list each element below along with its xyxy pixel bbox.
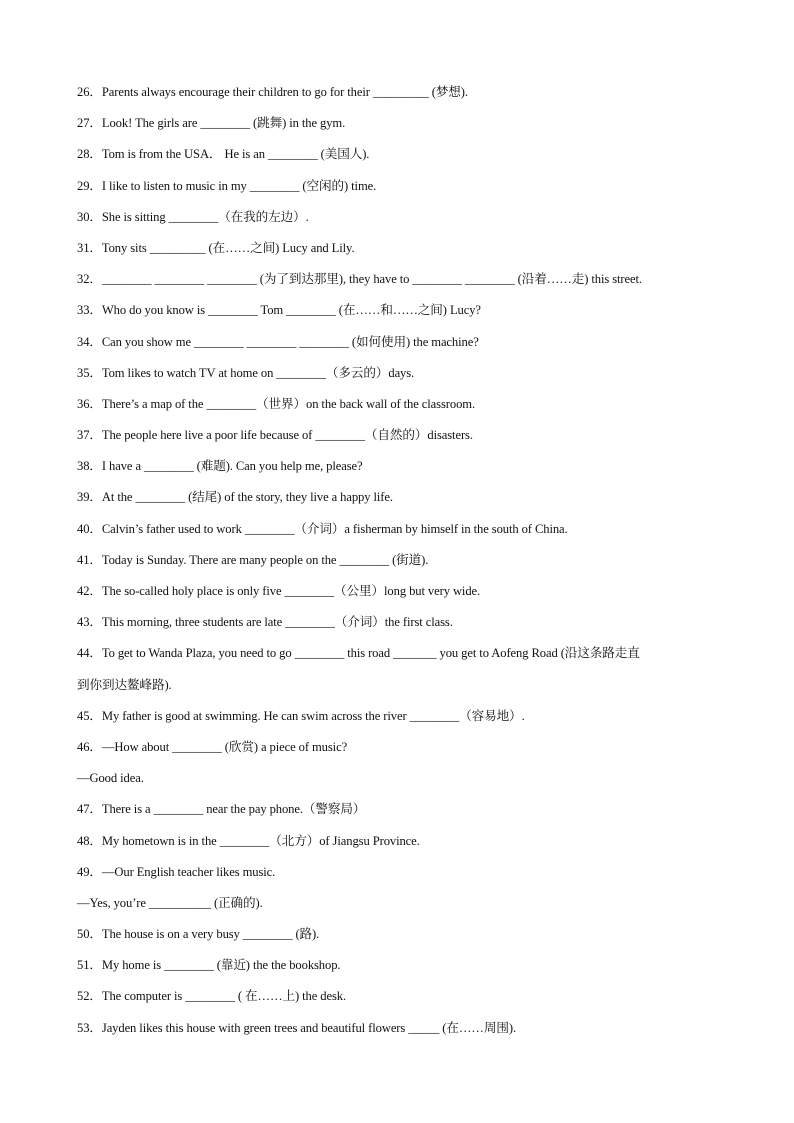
question-list (77, 82, 727, 1049)
question-30: 30．She is sitting ________（在我的左边）. (77, 209, 309, 224)
question-50: 50．The house is on a very busy ________ (路). (77, 927, 320, 942)
question-53: 53．Jayden likes this house with green trees and beautiful flowers _____ (在……周围). (77, 1020, 516, 1035)
question-52: 52．The computer is ________ ( 在……上) the desk. (77, 989, 347, 1004)
question-46-reply: —Good idea. (77, 771, 144, 786)
question-39: 39．At the ________ (结尾) of the story, they live a happy life. (77, 490, 393, 505)
question-37: 37．The people here live a poor life because of ________（自然的）disasters. (77, 428, 473, 443)
question-28: 28．Tom is from the USA． He is an ________ (美国人). (77, 147, 370, 162)
question-34: 34．Can you show me ________ ________ ________ (如何使用) the machine? (77, 334, 479, 349)
question-49: 49．—Our English teacher likes music. (77, 864, 276, 879)
question-47: 47．There is a ________ near the pay phone.（警察局） (77, 802, 366, 817)
question-29: 29．I like to listen to music in my ________ (空闲的) time. (77, 178, 377, 193)
question-32: 32．________ ________ ________ (为了到达那里), they have to ________ ________ (沿着……走) this street. (77, 272, 642, 287)
question-48: 48．My hometown is in the ________（北方）of Jiangsu Province. (77, 833, 420, 848)
question-44-continued: 到你到达鳌峰路). (77, 677, 172, 692)
question-26: 26．Parents always encourage their children to go for their _________ (梦想). (77, 85, 468, 99)
question-44: 44．To get to Wanda Plaza, you need to go ________ this road _______ you get to Aofeng Road (沿这条路走直 (77, 646, 640, 661)
question-27: 27．Look! The girls are ________ (跳舞) in the gym. (77, 116, 346, 131)
question-40: 40．Calvin’s father used to work ________（介词）a fisherman by himself in the south of China. (77, 521, 568, 536)
question-36: 36．There’s a map of the ________（世界）on the back wall of the classroom. (77, 396, 476, 411)
question-35: 35．Tom likes to watch TV at home on ________（多云的）days. (77, 365, 415, 380)
question-42: 42．The so-called holy place is only five ________（公里）long but very wide. (77, 584, 481, 598)
question-49-reply: —Yes, you’re __________ (正确的). (77, 895, 263, 910)
question-45: 45．My father is good at swimming. He can swim across the river ________（容易地）. (77, 708, 525, 723)
question-31: 31．Tony sits _________ (在……之间) Lucy and Lily. (77, 240, 355, 255)
question-46: 46．—How about ________ (欣赏) a piece of music? (77, 739, 348, 754)
question-41: 41．Today is Sunday. There are many people on the ________ (街道). (77, 552, 429, 567)
question-43: 43．This morning, three students are late ________（介词）the first class. (77, 615, 453, 630)
question-51: 51．My home is ________ (靠近) the the bookshop. (77, 958, 341, 973)
question-33: 33．Who do you know is ________ Tom ________ (在……和……之间) Lucy? (77, 303, 481, 318)
question-38: 38．I have a ________ (难题). Can you help me, please? (77, 459, 363, 474)
